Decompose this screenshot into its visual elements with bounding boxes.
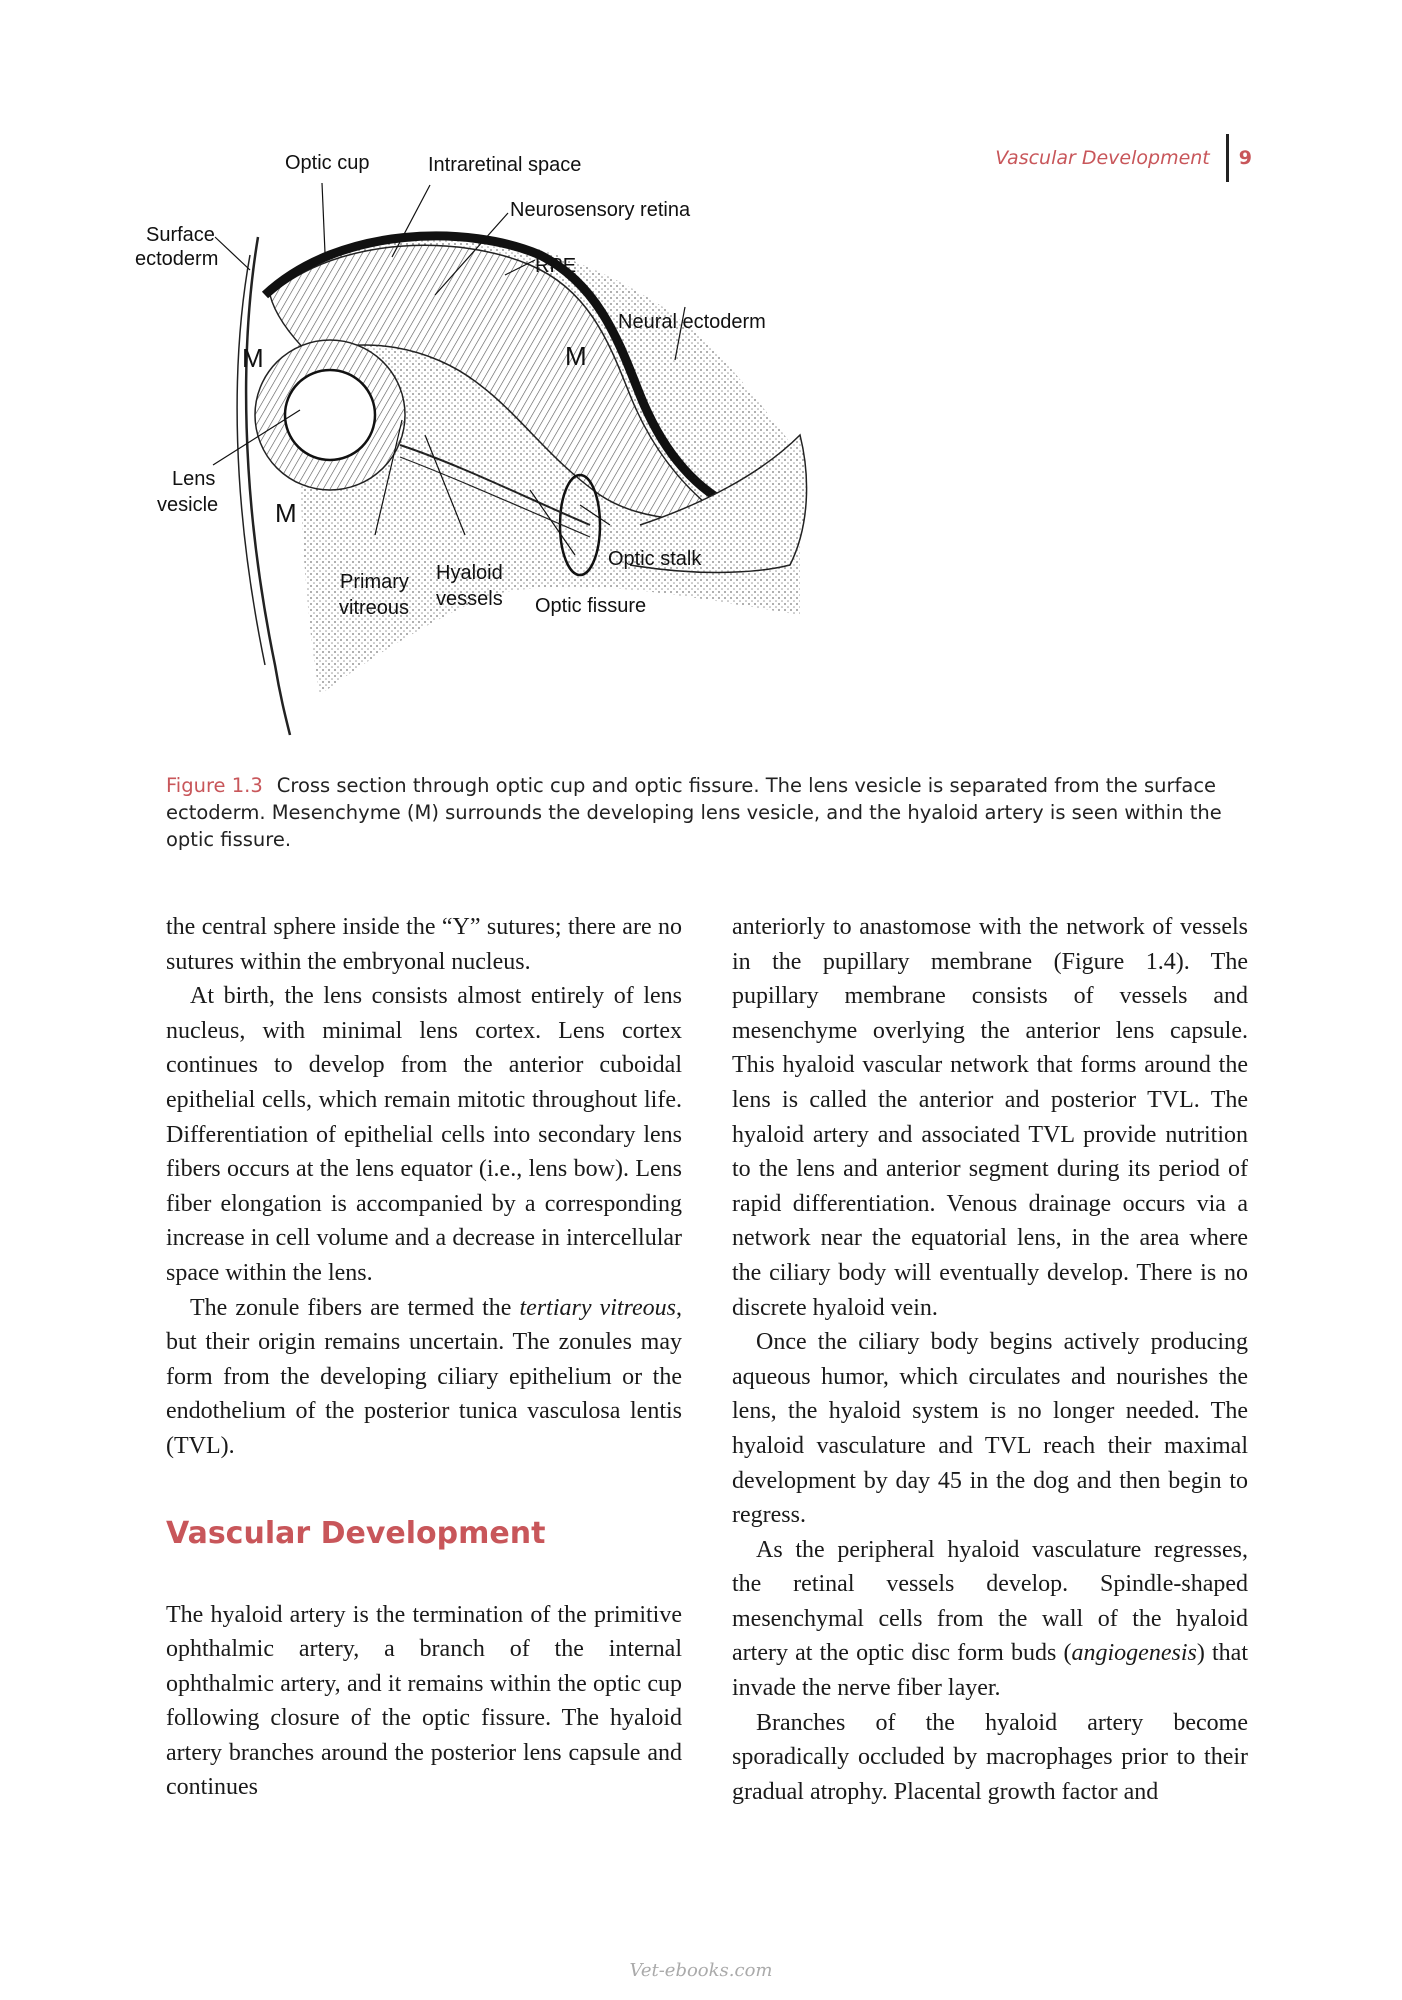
figure-caption-text: Cross section through optic cup and optic fissure. The lens vesicle is separated from the surface ectoderm. Mesenchyme (M) surrounds the developing lens vesicle, and the hyaloid artery is seen within the optic fissure. xyxy=(166,774,1222,851)
paragraph: The hyaloid artery is the termination of the primitive ophthalmic artery, a branch of the internal ophthalmic artery, and it remains within the optic cup following closure of the optic fissure. The hyaloid artery branches around the posterior lens capsule and continues xyxy=(166,1601,682,1801)
label-optic-cup: Optic cup xyxy=(285,152,370,174)
label-mesenchyme-1: M xyxy=(242,343,264,373)
label-neurosensory-retina: Neurosensory retina xyxy=(510,199,691,221)
paragraph-text: , but their origin remains uncertain. The zonules may form from the developing ciliary epithelium or the endothelium of the posterior tunica vasculosa lentis (TVL). xyxy=(166,1294,682,1459)
lens-vesicle-lumen xyxy=(285,370,375,460)
figure-1-3-illustration xyxy=(135,152,980,755)
right-column xyxy=(732,910,1248,1809)
left-column xyxy=(166,910,682,1805)
paragraph xyxy=(166,1291,682,1464)
label-vessels: vessels xyxy=(436,588,503,610)
label-intraretinal-space: Intraretinal space xyxy=(428,154,582,176)
figure-number: Figure 1.3 xyxy=(166,774,263,797)
emphasis-term: angiogenesis xyxy=(1071,1640,1197,1667)
label-neural-ectoderm: Neural ectoderm xyxy=(618,311,766,333)
running-head-title: Vascular Development xyxy=(995,147,1210,169)
label-ectoderm: ectoderm xyxy=(135,248,219,270)
paragraph: the central sphere inside the “Y” sutures; there are no sutures within the embryonal nucleus. xyxy=(166,914,682,975)
running-head-divider xyxy=(1226,134,1229,182)
label-mesenchyme-3: M xyxy=(275,498,297,528)
paragraph xyxy=(732,1533,1248,1706)
paragraph: At birth, the lens consists almost entirely of lens nucleus, with minimal lens cortex. Lens cortex continues to develop from the anterior cuboidal epithelial cells, which remain mitotic throughout life. Differentiation of epithelial cells into secondary lens fibers occurs at the lens equator (i.e., lens bow). Lens fiber elongation is accompanied by a corresponding increase in cell volume and a decrease in intercellular space within the lens. xyxy=(166,983,682,1286)
label-surface: Surface xyxy=(146,224,215,246)
paragraph: Branches of the hyaloid artery become sporadically occluded by macrophages prior to their gradual atrophy. Placental growth factor and xyxy=(732,1709,1248,1805)
label-mesenchyme-2: M xyxy=(565,341,587,371)
running-head xyxy=(995,134,1252,182)
label-lens: Lens xyxy=(172,468,216,490)
label-optic-stalk: Optic stalk xyxy=(608,548,702,570)
label-vesicle: vesicle xyxy=(157,494,219,516)
paragraph-text: As the peripheral hyaloid vasculature regresses, the retinal vessels develop. Spindle-shaped mesenchymal cells from the wall of the hyaloid artery at the optic disc form buds ( xyxy=(732,1536,1248,1667)
section-heading: Vascular Development xyxy=(166,1515,546,1551)
label-hyaloid: Hyaloid xyxy=(436,562,503,584)
label-primary: Primary xyxy=(340,571,409,593)
paragraph: Once the ciliary body begins actively producing aqueous humor, which circulates and nourishes the lens, the hyaloid system is no longer needed. The hyaloid vasculature and TVL reach their maximal development by day 45 in the dog and then begin to regress. xyxy=(732,1329,1248,1529)
label-optic-fissure: Optic fissure xyxy=(535,595,647,617)
footer-watermark: Vet-ebooks.com xyxy=(629,1960,773,1981)
page-number: 9 xyxy=(1238,147,1252,169)
label-rpe: RPE xyxy=(535,255,577,277)
paragraph-text: ) that invade the nerve fiber layer. xyxy=(732,1640,1249,1702)
optic-cup-diagram xyxy=(135,152,980,755)
surface-ectoderm-inner-line xyxy=(237,255,265,665)
label-vitreous: vitreous xyxy=(339,597,410,619)
figure-caption xyxy=(166,772,1246,853)
paragraph: anteriorly to anastomose with the network of vessels in the pupillary membrane (Figure 1.4). The pupillary membrane consists of vessels and mesenchyme overlying the anterior lens capsule. This hyaloid vascular network that forms around the lens is called the anterior and posterior TVL. The hyaloid artery and associated TVL provide nutrition to the lens and anterior segment during its period of rapid differentiation. Venous drainage occurs via a network near the equatorial lens, in the area where the ciliary body will eventually develop. There is no discrete hyaloid vein. xyxy=(732,914,1248,1321)
emphasis-term: tertiary vitreous xyxy=(519,1294,676,1321)
paragraph-text: The zonule fibers are termed the xyxy=(190,1294,520,1321)
